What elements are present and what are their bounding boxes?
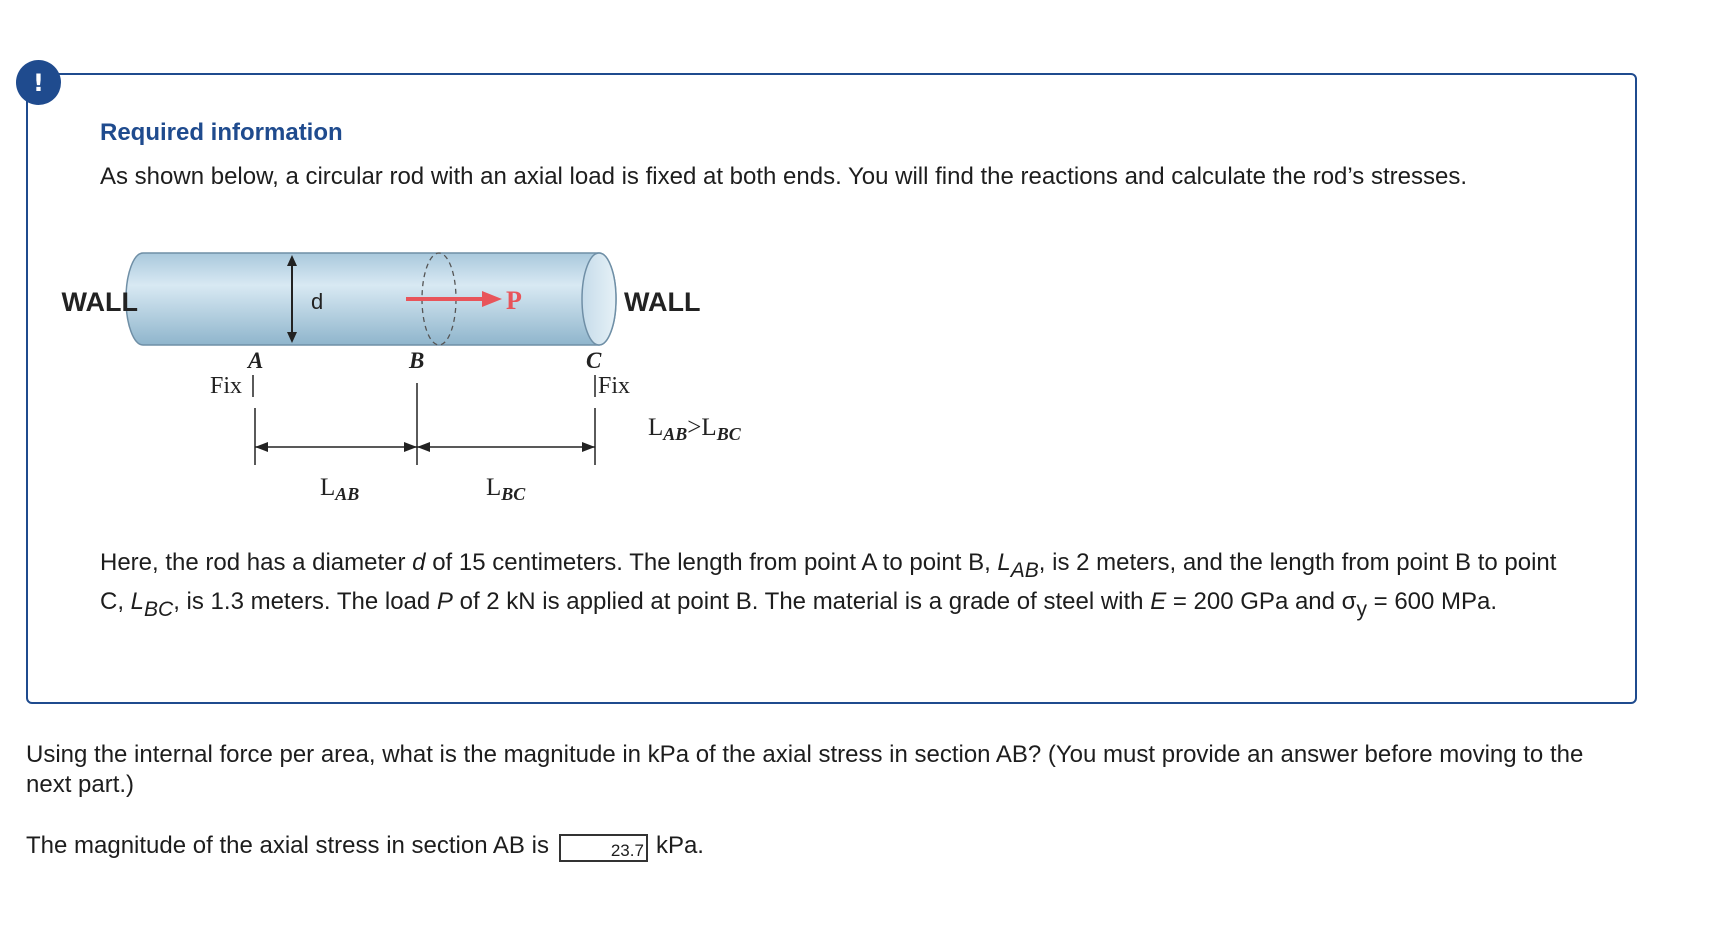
answer-unit: kPa. [655,832,704,859]
dim-arrow-c [582,442,595,452]
point-a-label: A [248,348,264,373]
problem-details: Here, the rod has a diameter d of 15 centimeters. The length from point A to point B, $L_{AB}$, is 2 meters, and the length from point B to point C, $L_{BC}$, is 1.3 meters. The load P of 2 kN is applied at point B. The material is a grade of steel with E = 200 GPa and $\sigma_y = 600$ MPa. [100,549,1557,621]
alert-icon: ! [16,60,61,105]
point-b-label: B [409,348,425,373]
question-text: Using the internal force per area, what is the magnitude in kPa of the axial stress in section AB? (You must provide an answer before moving to the next part.) [26,741,1584,798]
wall-left-label: WALL [61,287,138,317]
wall-right-label: WALL [624,287,701,317]
point-c-label: C [586,348,602,373]
answer-row [26,832,704,860]
dim-arrow-b-right [417,442,430,452]
required-info-panel [26,73,1637,704]
length-bc-label: $L_{BC}$ [486,474,526,504]
answer-prefix: The magnitude of the axial stress in section AB is [26,832,549,859]
load-label: P [506,286,522,315]
fix-right-label: Fix [598,373,631,399]
dim-arrow-b-left [404,442,417,452]
rod-end-cap [582,253,616,345]
rod-body [126,253,616,345]
dim-arrow-a [255,442,268,452]
rod-diagram [61,253,808,523]
length-relation: $L_{AB}>L_{BC}$ [648,414,741,444]
problem-intro: As shown below, a circular rod with an axial load is fixed at both ends. You will find the reactions and calculate the rod’s stresses. [100,163,1467,190]
answer-input[interactable]: 23.7 [559,834,648,862]
diameter-label: d [311,289,324,314]
required-info-title: Required information [100,119,343,146]
length-ab-label: $L_{AB}$ [320,474,360,504]
fix-left-label: Fix [210,373,243,399]
